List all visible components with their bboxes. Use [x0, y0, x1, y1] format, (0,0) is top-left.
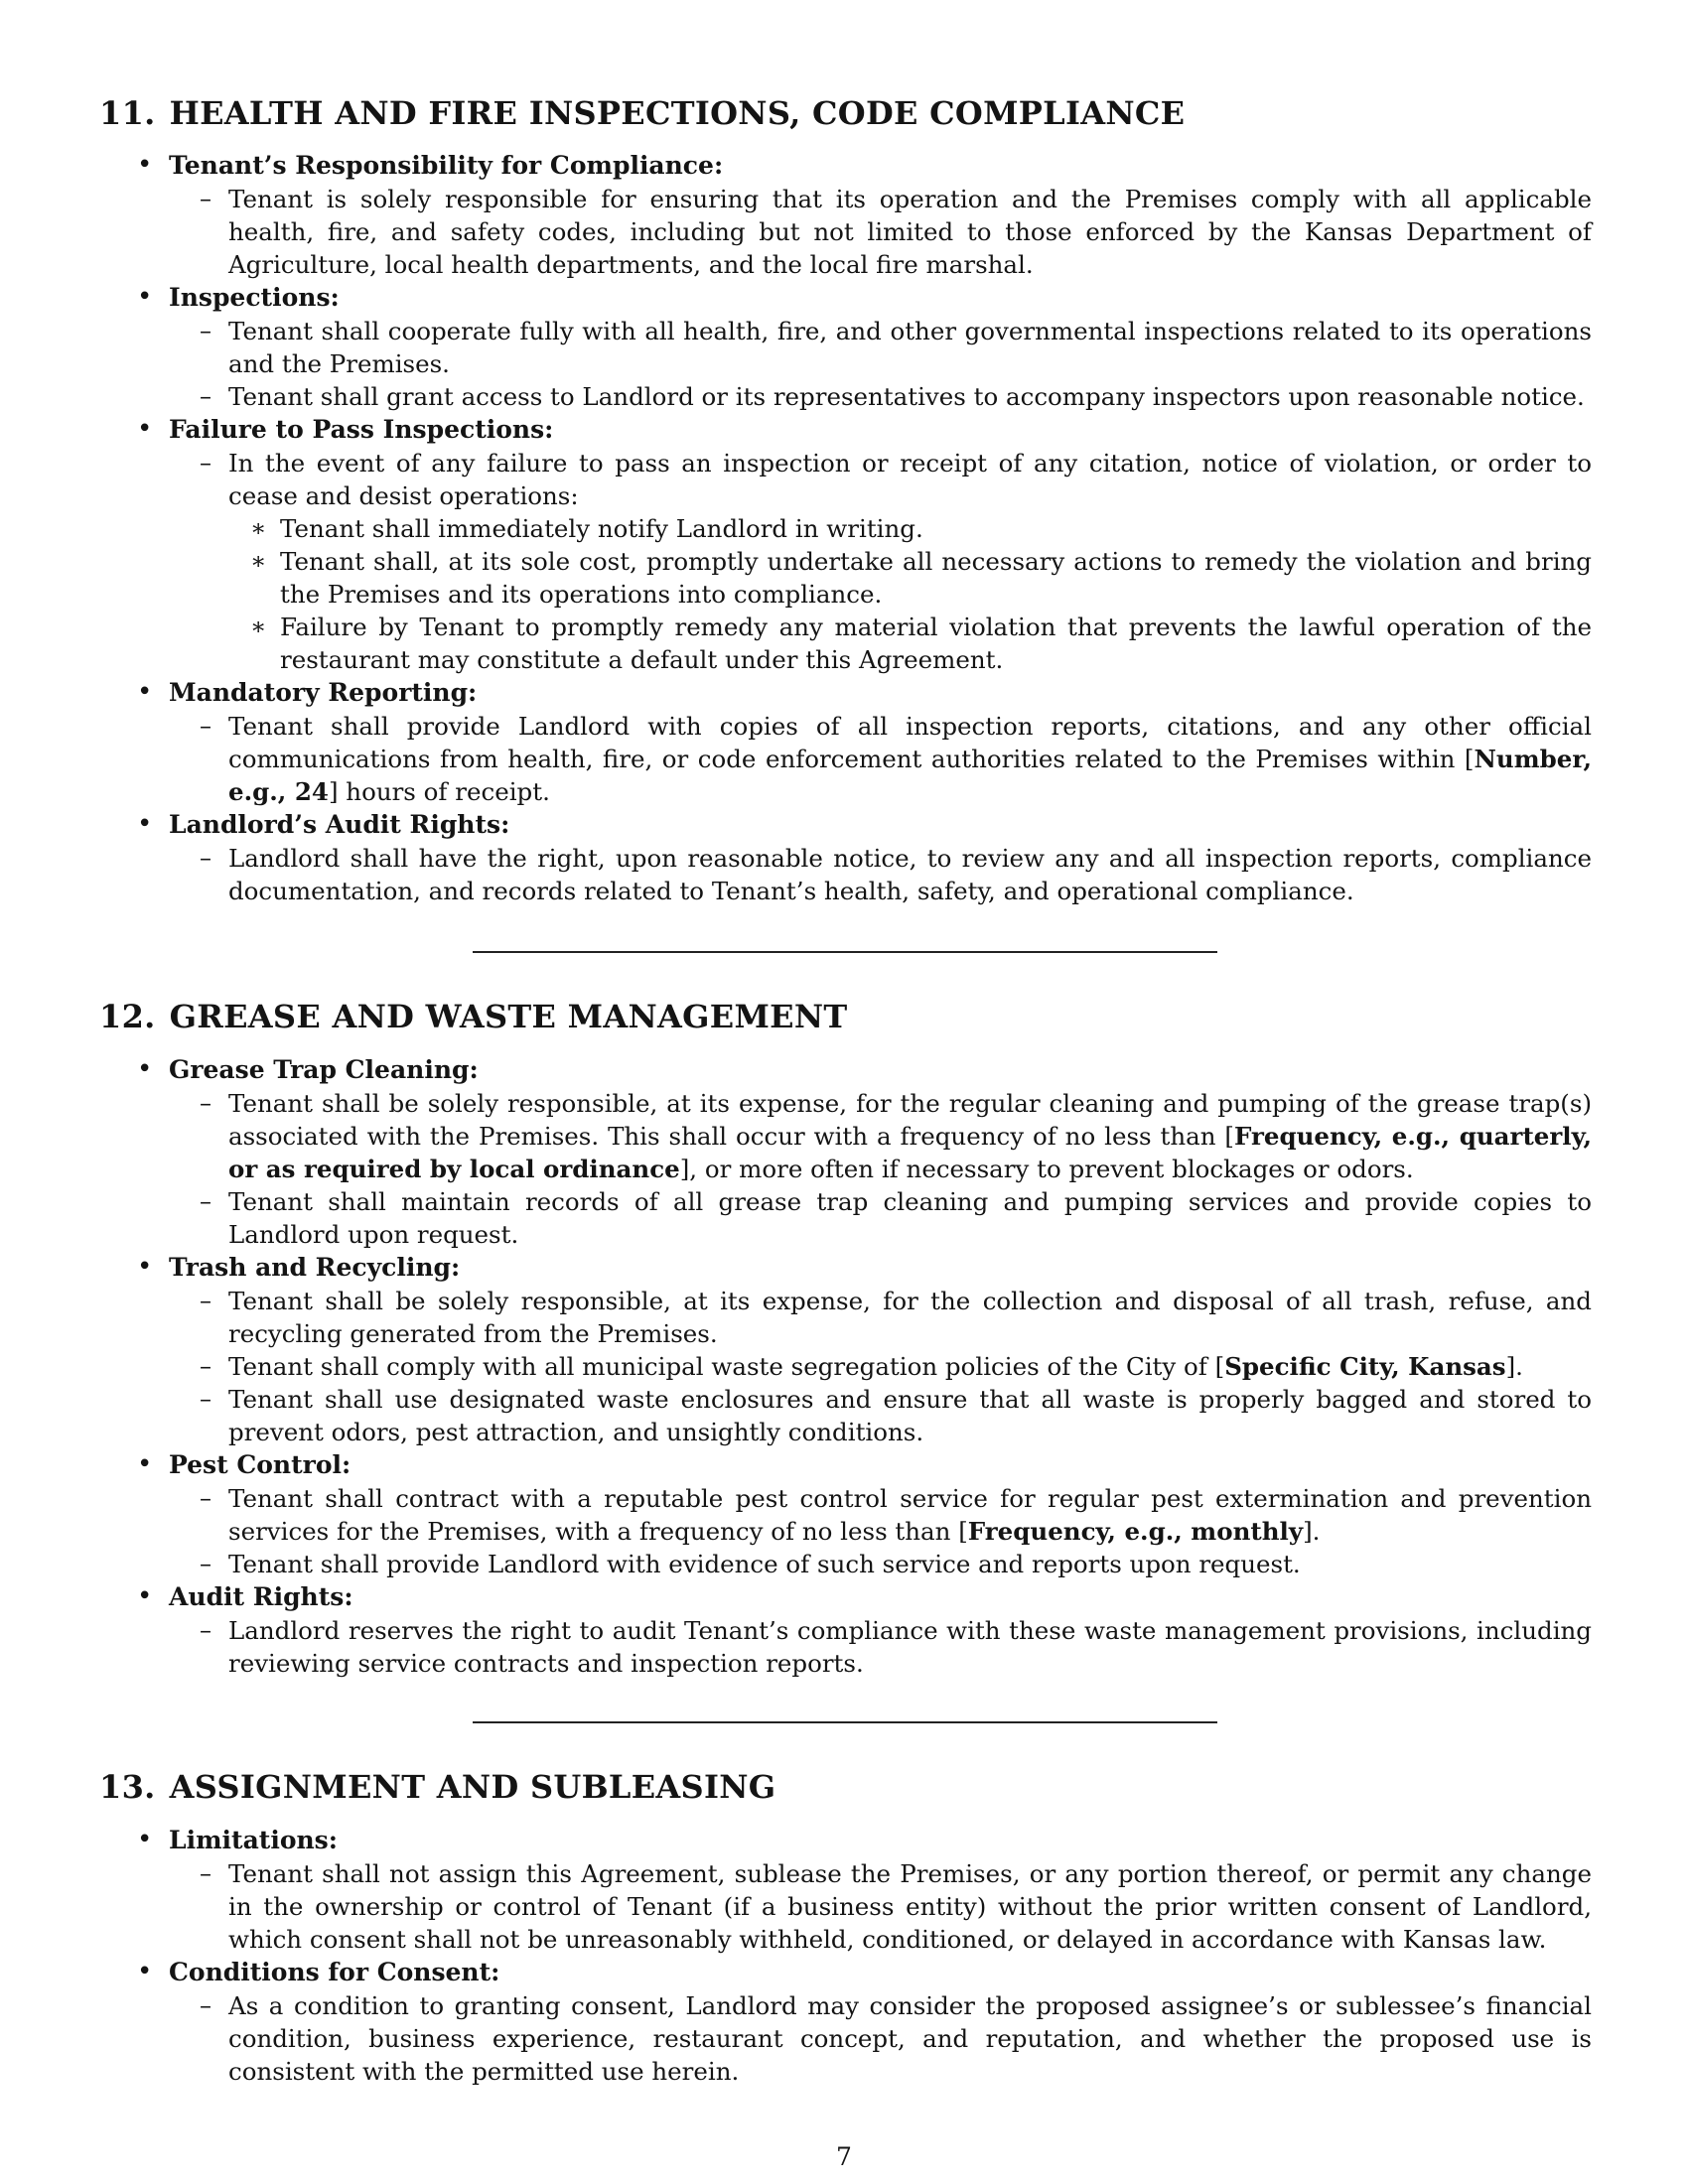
item-heading: Conditions for Consent: — [169, 1958, 500, 1986]
dash-marker: – — [200, 844, 211, 872]
section-title: GREASE AND WASTE MANAGEMENT — [169, 998, 848, 1035]
section-number: 11. — [99, 94, 156, 132]
subitem-text: Failure by Tenant to promptly remedy any material violation that prevents the lawful operation of the restaurant may constitute a default under this Agreement. — [280, 613, 1592, 674]
section-divider — [473, 951, 1217, 953]
item-text: Tenant shall provide Landlord with evidence of such service and reports upon request. — [228, 1550, 1301, 1578]
dash-marker: – — [200, 1991, 211, 2019]
bullet-marker: • — [137, 809, 153, 839]
dash-marker: – — [200, 317, 211, 344]
section-divider — [473, 1721, 1217, 1723]
item-text: In the event of any failure to pass an inspection or receipt of any citation, notice of violation, or order to cease and desist operations: — [228, 449, 1592, 510]
star-marker: ∗ — [250, 613, 267, 640]
bullet-marker: • — [137, 1957, 153, 1986]
section-heading — [99, 997, 848, 1036]
item-text — [228, 710, 1592, 808]
text-run: Tenant shall provide Landlord with copies of all inspection reports, citations, and any other official communications from health, fire, or code enforcement authorities related to the Premises within [ — [228, 712, 1592, 773]
item-text: Landlord shall have the right, upon reasonable notice, to review any and all inspection reports, compliance documentation, and records related to Tenant’s health, safety, and operational compliance. — [228, 844, 1592, 905]
item-text — [228, 1350, 1592, 1383]
dash-marker: – — [200, 1616, 211, 1644]
dash-marker: – — [200, 1089, 211, 1117]
item-text: Tenant shall maintain records of all grease trap cleaning and pumping services and provide copies to Landlord upon request. — [228, 1187, 1592, 1249]
text-run: ]. — [1505, 1352, 1523, 1381]
item-heading: Landlord’s Audit Rights: — [169, 810, 510, 839]
placeholder-field: Frequency, e.g., monthly — [967, 1517, 1304, 1546]
item-text: Tenant shall cooperate fully with all health, fire, and other governmental inspections related to its operations and the Premises. — [228, 317, 1592, 378]
item-text — [228, 1482, 1592, 1548]
item-heading: Grease Trap Cleaning: — [169, 1055, 479, 1084]
placeholder-field: Number, e.g., 24 — [228, 745, 1592, 806]
bullet-marker: • — [137, 1252, 153, 1282]
section-title: HEALTH AND FIRE INSPECTIONS, CODE COMPLIANCE — [169, 94, 1186, 132]
item-text: Tenant shall use designated waste enclosures and ensure that all waste is properly bagged and stored to prevent odors, pest attraction, and unsightly conditions. — [228, 1385, 1592, 1446]
section-number: 12. — [99, 998, 156, 1035]
dash-marker: – — [200, 1287, 211, 1314]
section-heading — [99, 1767, 775, 1807]
bullet-marker: • — [137, 414, 153, 444]
item-heading: Trash and Recycling: — [169, 1253, 461, 1282]
placeholder-field: Specific City, Kansas — [1224, 1352, 1506, 1381]
star-marker: ∗ — [250, 514, 267, 542]
text-run: Tenant shall be solely responsible, at its expense, for the regular cleaning and pumping of the grease trap(s) associated with the Premises. This shall occur with a frequency of no less than [ — [228, 1089, 1592, 1151]
dash-marker: – — [200, 1187, 211, 1215]
text-run: ]. — [1303, 1517, 1321, 1546]
item-heading: Pest Control: — [169, 1450, 352, 1479]
item-text: Landlord reserves the right to audit Tenant’s compliance with these waste management provisions, including reviewing service contracts and inspection reports. — [228, 1616, 1592, 1678]
text-run: Tenant shall comply with all municipal waste segregation policies of the City of [ — [228, 1352, 1225, 1381]
item-text: Tenant shall not assign this Agreement, sublease the Premises, or any portion thereof, or permit any change in the ownership or control of Tenant (if a business entity) without the prior written consent of Landlord, which consent shall not be unreasonably withheld, conditioned, or delayed in accordance with Kansas law. — [228, 1859, 1592, 1954]
star-marker: ∗ — [250, 547, 267, 575]
subitem-text: Tenant shall, at its sole cost, promptly undertake all necessary actions to remedy the violation and bring the Premises and its operations into compliance. — [280, 547, 1592, 609]
text-run: ], or more often if necessary to prevent blockages or odors. — [679, 1155, 1414, 1183]
placeholder-field: Frequency, e.g., quarterly, or as required by local ordinance — [228, 1122, 1592, 1183]
bullet-marker: • — [137, 1581, 153, 1611]
dash-marker: – — [200, 1859, 211, 1887]
dash-marker: – — [200, 185, 211, 212]
bullet-marker: • — [137, 677, 153, 707]
item-heading: Inspections: — [169, 283, 340, 312]
dash-marker: – — [200, 1550, 211, 1577]
page-number: 7 — [836, 2142, 852, 2171]
item-heading: Audit Rights: — [169, 1582, 353, 1611]
item-heading: Mandatory Reporting: — [169, 678, 478, 707]
section-heading — [99, 93, 1185, 133]
item-text: Tenant is solely responsible for ensuring that its operation and the Premises comply with all applicable health, fire, and safety codes, including but not limited to those enforced by the Kansas Department of Agriculture, local health departments, and the local fire marshal. — [228, 185, 1592, 279]
text-run: Tenant shall contract with a reputable pest control service for regular pest extermination and prevention services for the Premises, with a frequency of no less than [ — [228, 1484, 1592, 1546]
bullet-marker: • — [137, 1054, 153, 1084]
bullet-marker: • — [137, 150, 153, 180]
dash-marker: – — [200, 449, 211, 477]
dash-marker: – — [200, 1352, 211, 1380]
item-text: Tenant shall be solely responsible, at its expense, for the collection and disposal of all trash, refuse, and recycling generated from the Premises. — [228, 1287, 1592, 1348]
bullet-marker: • — [137, 282, 153, 312]
dash-marker: – — [200, 1484, 211, 1512]
item-heading: Tenant’s Responsibility for Compliance: — [169, 151, 724, 180]
dash-marker: – — [200, 1385, 211, 1413]
bullet-marker: • — [137, 1449, 153, 1479]
item-text: Tenant shall grant access to Landlord or its representatives to accompany inspectors upon reasonable notice. — [228, 382, 1585, 411]
section-title: ASSIGNMENT AND SUBLEASING — [169, 1768, 776, 1806]
dash-marker: – — [200, 382, 211, 410]
section-number: 13. — [99, 1768, 156, 1806]
item-heading: Failure to Pass Inspections: — [169, 415, 554, 444]
subitem-text: Tenant shall immediately notify Landlord in writing. — [280, 514, 923, 543]
bullet-marker: • — [137, 1825, 153, 1854]
dash-marker: – — [200, 712, 211, 740]
item-text — [228, 1087, 1592, 1185]
text-run: ] hours of receipt. — [328, 777, 550, 806]
item-text: As a condition to granting consent, Landlord may consider the proposed assignee’s or sublessee’s financial condition, business experience, restaurant concept, and reputation, and whether the proposed use is consistent with the permitted use herein. — [228, 1991, 1592, 2086]
item-heading: Limitations: — [169, 1826, 338, 1854]
